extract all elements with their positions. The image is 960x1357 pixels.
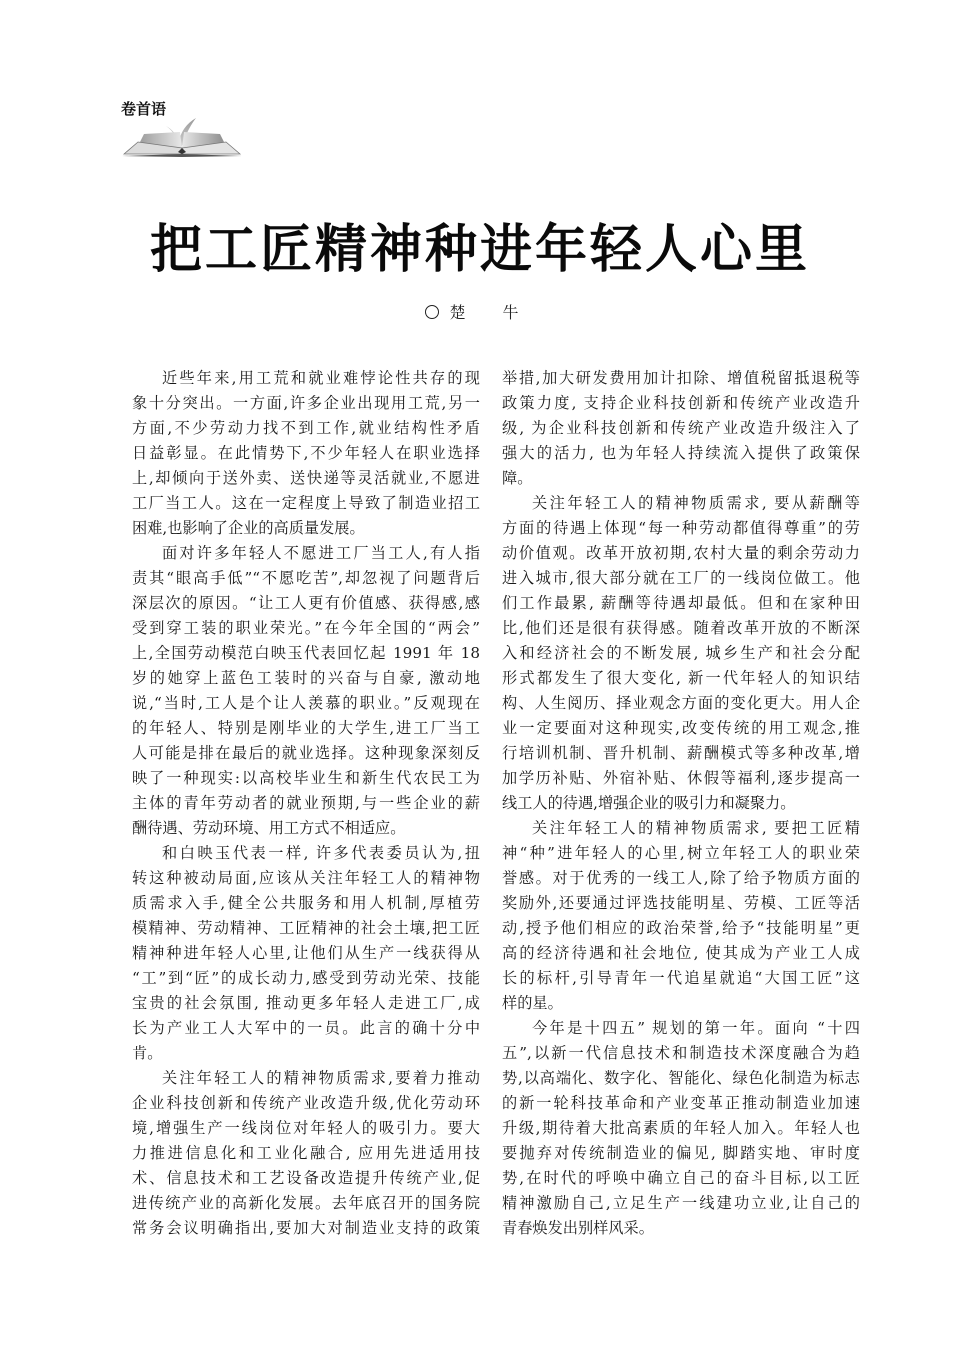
text-line: 关注年轻工人的精神物质需求, 要把工匠精 xyxy=(532,819,860,837)
text-line: 象十分突出。一方面,许多企业出现用工荒,另一 xyxy=(132,394,480,412)
author-name: 楚 牛 xyxy=(449,303,535,322)
text-line: 模精神、劳动精神、工匠精神的社会土壤,把工匠 xyxy=(132,919,480,937)
text-line: 上,全国劳动模范白映玉代表回忆起 1991 年 18 xyxy=(132,644,480,662)
author-marker-icon xyxy=(425,305,439,319)
text-line: 转这种被动局面,应该从关注年轻工人的精神物 xyxy=(132,869,480,887)
text-line: 精神激励自己,立足生产一线建功立业,让自己的 xyxy=(502,1194,860,1212)
text-line: 主体的青年劳动者的就业预期,与一些企业的薪 xyxy=(132,794,480,812)
text-line: 进入城市,很大部分就在工厂的一线岗位做工。他 xyxy=(502,569,860,587)
text-line: 映了一种现实:以高校毕业生和新生代农民工为 xyxy=(132,769,480,787)
text-line: 说,“当时,工人是个让人羡慕的职业。”反观现在 xyxy=(132,694,480,712)
text-line: 奖励外,还要通过评选技能明星、劳模、工匠等活 xyxy=(502,894,860,912)
left-column xyxy=(132,366,480,1241)
text-line: 样的星。 xyxy=(502,994,563,1012)
text-line: 政策力度, 支持企业科技创新和传统产业改造升 xyxy=(502,394,860,412)
open-book-icon xyxy=(120,112,245,158)
text-line: 举措,加大研发费用加计扣除、增值税留抵退税等 xyxy=(502,369,860,387)
text-line: 质需求入手,健全公共服务和用人机制,厚植劳 xyxy=(132,894,480,912)
text-line: 责其“眼高手低”“不愿吃苦”,却忽视了问题背后 xyxy=(132,569,480,587)
text-line: 级, 为企业科技创新和传统产业改造升级注入了 xyxy=(502,419,860,437)
text-line: 酬待遇、劳动环境、用工方式不相适应。 xyxy=(132,819,406,837)
text-line: 工厂当工人。这在一定程度上导致了制造业招工 xyxy=(132,494,480,512)
text-line: 近些年来,用工荒和就业难悖论性共存的现 xyxy=(162,369,480,387)
text-line: 神“种”进年轻人的心里,树立年轻工人的职业荣 xyxy=(502,844,860,862)
text-line: 受到穿工装的职业荣光。”在今年全国的“两会” xyxy=(132,619,480,637)
text-line: 进传统产业的高新化发展。去年底召开的国务院 xyxy=(132,1194,480,1212)
text-line: 加学历补贴、外宿补贴、休假等福利,逐步提高一 xyxy=(502,769,860,787)
text-line: 的新一轮科技革命和产业变革正推动制造业加速 xyxy=(502,1094,860,1112)
text-line: 常务会议明确指出,要加大对制造业支持的政策 xyxy=(132,1219,480,1237)
text-line: 的年轻人、特别是刚毕业的大学生,进工厂当工 xyxy=(132,719,480,737)
text-line: 五”,以新一代信息技术和制造技术深度融合为趋 xyxy=(502,1044,860,1062)
text-line: 长的标杆,引导青年一代追星就追“大国工匠”这 xyxy=(502,969,860,987)
text-line: “工”到“匠”的成长动力,感受到劳动光荣、技能 xyxy=(132,969,480,987)
text-line: 关注年轻工人的精神物质需求,要着力推动 xyxy=(162,1069,480,1087)
text-line: 术、信息技术和工艺设备改造提升传统产业,促 xyxy=(132,1169,480,1187)
text-line: 青春焕发出别样风采。 xyxy=(502,1219,654,1237)
text-line: 企业科技创新和传统产业改造升级,优化劳动环 xyxy=(132,1094,480,1112)
text-line: 上,却倾向于送外卖、送快递等灵活就业,不愿进 xyxy=(132,469,480,487)
text-line: 动,授予他们相应的政治荣誉,给予“技能明星”更 xyxy=(502,919,860,937)
text-line: 关注年轻工人的精神物质需求, 要从薪酬等 xyxy=(532,494,860,512)
text-line: 誉感。对于优秀的一线工人,除了给予物质方面的 xyxy=(502,869,860,887)
text-line: 动价值观。改革开放初期,农村大量的剩余劳动力 xyxy=(502,544,860,562)
text-line: 形式都发生了很大变化, 新一代年轻人的知识结 xyxy=(502,669,860,687)
text-line: 面对许多年轻人不愿进工厂当工人,有人指 xyxy=(162,544,480,562)
text-line: 业一定要面对这种现实,改变传统的用工观念,推 xyxy=(502,719,860,737)
text-line: 肯。 xyxy=(132,1044,163,1062)
text-line: 境,增强生产一线岗位对年轻人的吸引力。要大 xyxy=(132,1119,480,1137)
text-line: 宝贵的社会氛围, 推动更多年轻人走进工厂,成 xyxy=(132,994,480,1012)
author-byline xyxy=(0,300,960,323)
text-line: 高的经济待遇和社会地位, 使其成为产业工人成 xyxy=(502,944,860,962)
text-line: 岁的她穿上蓝色工装时的兴奋与自豪, 激动地 xyxy=(132,669,480,687)
text-line: 障。 xyxy=(502,469,533,487)
text-line: 要抛弃对传统制造业的偏见, 脚踏实地、审时度 xyxy=(502,1144,860,1162)
text-line: 们工作最累, 薪酬等待遇却最低。但和在家种田 xyxy=(502,594,860,612)
text-line: 势,以高端化、数字化、智能化、绿色化制造为标志 xyxy=(502,1069,860,1087)
text-line: 势,在时代的呼唤中确立自己的奋斗目标,以工匠 xyxy=(502,1169,860,1187)
text-line: 升级,期待着大批高素质的年轻人加入。年轻人也 xyxy=(502,1119,860,1137)
text-line: 深层次的原因。“让工人更有价值感、获得感,感 xyxy=(132,594,480,612)
text-line: 日益彰显。在此情势下,不少年轻人在职业选择 xyxy=(132,444,480,462)
text-line: 人可能是排在最后的就业选择。这种现象深刻反 xyxy=(132,744,480,762)
article-title: 把工匠精神种进年轻人心里 xyxy=(149,219,810,280)
text-line: 构、人生阅历、择业观念方面的变化更大。用人企 xyxy=(502,694,860,712)
text-line: 入和经济社会的不断发展, 城乡生产和社会分配 xyxy=(502,644,860,662)
text-line: 长为产业工人大军中的一员。此言的确十分中 xyxy=(132,1019,480,1037)
text-line: 强大的活力, 也为年轻人持续流入提供了政策保 xyxy=(502,444,860,462)
text-line: 线工人的待遇,增强企业的吸引力和凝聚力。 xyxy=(502,794,796,812)
text-line: 和白映玉代表一样, 许多代表委员认为,扭 xyxy=(162,844,480,862)
text-line: 今年是十四五” 规划的第一年。面向 “十四 xyxy=(532,1019,860,1037)
section-label: 卷首语 xyxy=(121,100,167,118)
text-line: 困难,也影响了企业的高质量发展。 xyxy=(132,519,365,537)
text-line: 方面的待遇上体现“每一种劳动都值得尊重”的劳 xyxy=(502,519,860,537)
text-line: 方面,不少劳动力找不到工作,就业结构性矛盾 xyxy=(132,419,480,437)
text-line: 精神种进年轻人心里,让他们从生产一线获得从 xyxy=(132,944,480,962)
text-line: 比,他们还是很有获得感。随着改革开放的不断深 xyxy=(502,619,860,637)
text-line: 行培训机制、晋升机制、薪酬模式等多种改革,增 xyxy=(502,744,860,762)
right-column xyxy=(502,366,860,1241)
text-line: 力推进信息化和工业化融合, 应用先进适用技 xyxy=(132,1144,480,1162)
